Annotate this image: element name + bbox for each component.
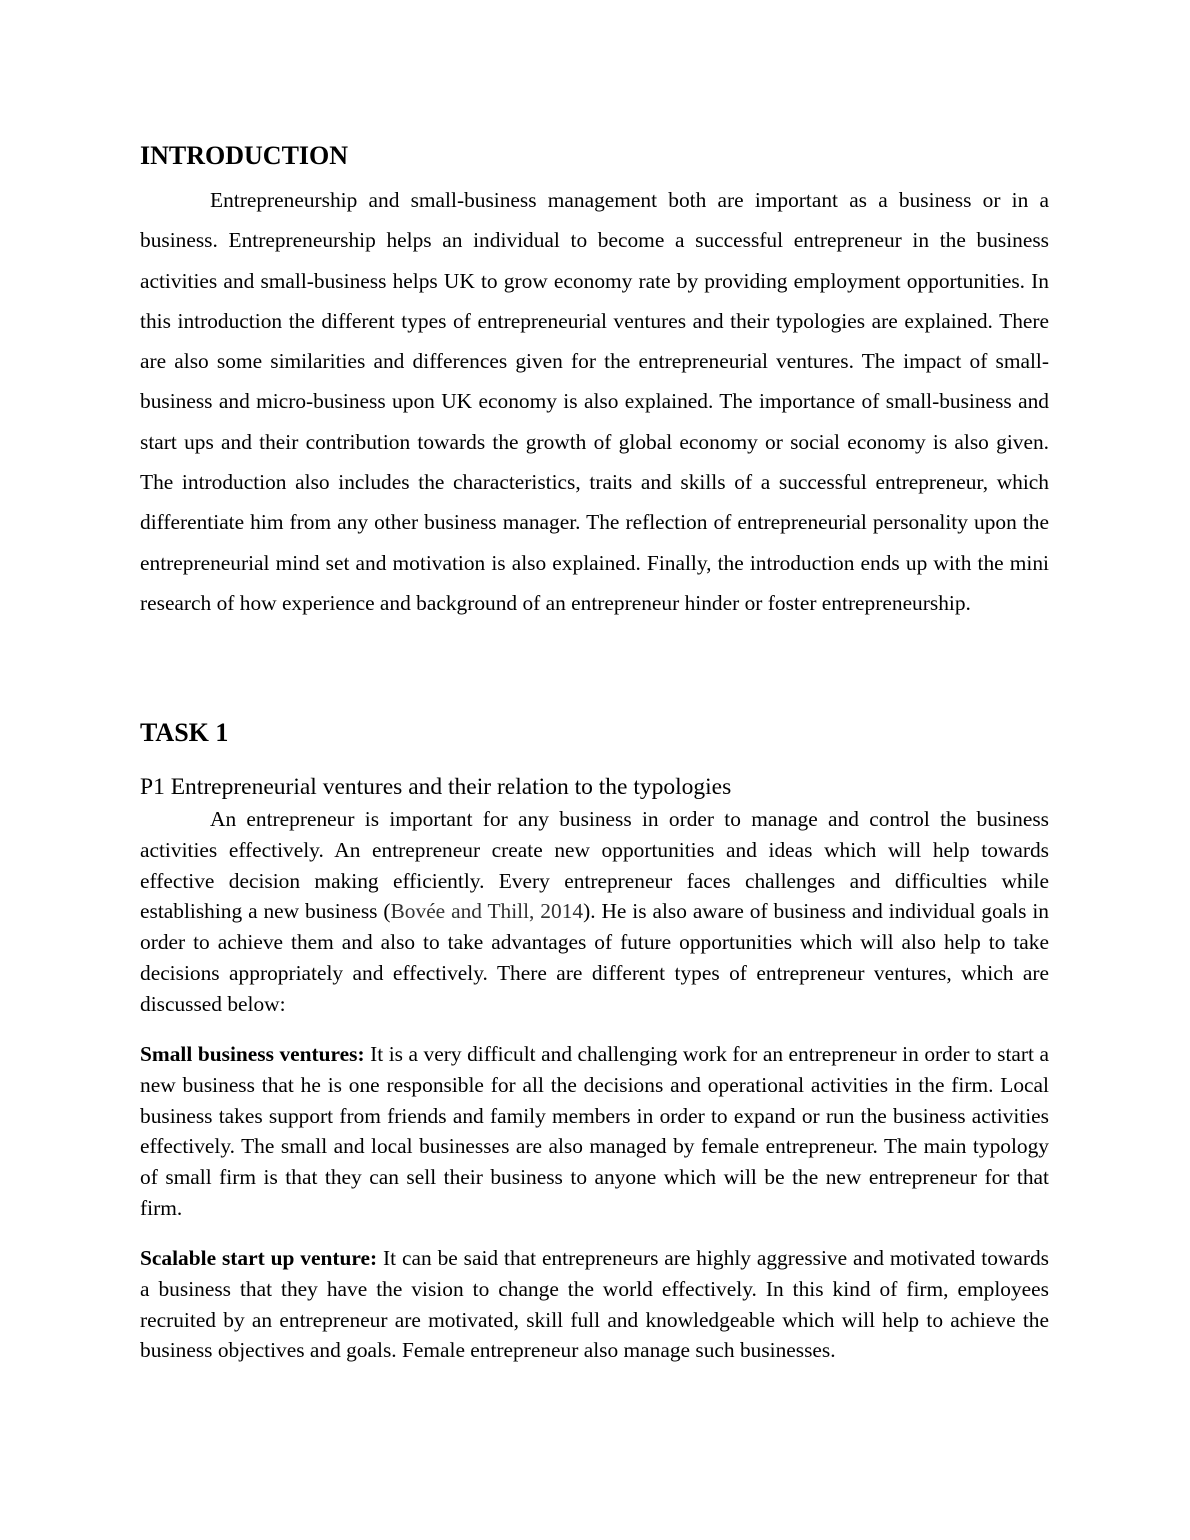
small-business-label: Small business ventures: <box>140 1042 365 1066</box>
scalable-startup-paragraph <box>140 1243 1049 1366</box>
small-business-paragraph <box>140 1039 1049 1224</box>
task1-paragraph-1 <box>140 804 1049 1020</box>
citation: Bovée and Thill, 2014 <box>390 899 584 924</box>
scalable-startup-text: It can be said that entrepreneurs are highly aggressive and motivated towards a business that they have the vision to change the world effectively. In this kind of firm, employees recruited by an entrepreneur are motivated, skill full and knowledgeable which will help to achieve the business objectives and goals. Female entrepreneur also manage such businesses. <box>140 1246 1049 1363</box>
task1-subheading: P1 Entrepreneurial ventures and their relation to the typologies <box>140 774 732 800</box>
intro-paragraph: Entrepreneurship and small-business management both are important as a business or in a business. Entrepreneurship helps an individual to become a successful entrepreneur in the business activities and small-business helps UK to grow economy rate by providing employment opportunities. In this introduction the different types of entrepreneurial ventures and their typologies are explained. There are also some similarities and differences given for the entrepreneurial ventures. The impact of small-business and micro-business upon UK economy is also explained. The importance of small-business and start ups and their contribution towards the growth of global economy or social economy is also given. The introduction also includes the characteristics, traits and skills of a successful entrepreneur, which differentiate him from any other business manager. The reflection of entrepreneurial personality upon the entrepreneurial mind set and motivation is also explained. Finally, the introduction ends up with the mini research of how experience and background of an entrepreneur hinder or foster entrepreneurship. <box>140 188 1049 615</box>
task1-paragraph-1-text: An entrepreneur is important for any business in order to manage and control the business activities effectively. An entrepreneur create new opportunities and ideas which will help towards effective decision making efficiently. Every entrepreneur faces challenges and difficulties while establishing a new business ( <box>140 807 1049 924</box>
task1-paragraph-1-text-end: ). He is also aware of business and individual goals in order to achieve them and also to take advantages of future opportunities which will also help to take decisions appropriately and effectively. There are different types of entrepreneur ventures, which are discussed below: <box>140 899 1049 1016</box>
small-business-text: It is a very difficult and challenging work for an entrepreneur in order to start a new business that he is one responsible for all the decisions and operational activities in the firm. Local business takes support from friends and family members in order to expand or run the business activities effectively. The small and local businesses are also managed by female entrepreneur. The main typology of small firm is that they can sell their business to anyone which will be the new entrepreneur for that firm. <box>140 1042 1049 1220</box>
scalable-startup-label: Scalable start up venture: <box>140 1246 378 1270</box>
intro-heading: INTRODUCTION <box>140 141 349 170</box>
task1-heading: TASK 1 <box>140 718 229 747</box>
